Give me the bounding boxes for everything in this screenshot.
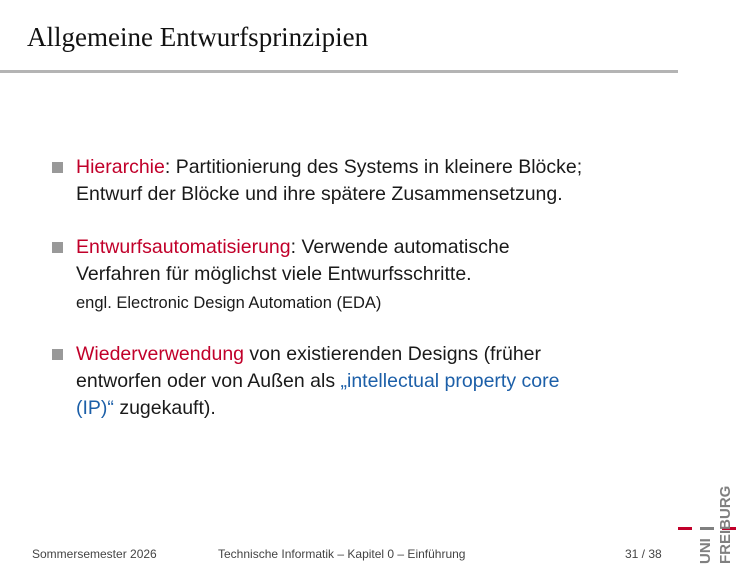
logo-text-freiburg: FREIBURG — [717, 485, 734, 564]
bullet-item-hierarchie — [52, 154, 692, 208]
bullet-line — [76, 234, 692, 261]
bullet-line — [76, 368, 692, 395]
bullet-line: Verfahren für möglichst viele Entwurfsschritte. — [76, 263, 472, 285]
term-wiederverwendung: Wiederverwendung — [76, 343, 245, 365]
bullet-line — [76, 154, 692, 181]
bullet-line: Entwurf der Blöcke und ihre spätere Zusammensetzung. — [76, 183, 563, 205]
bullet-text-rest: : Partitionierung des Systems in kleinere Blöcke; — [164, 156, 583, 178]
bullet-list — [52, 154, 692, 448]
slide-title: Allgemeine Entwurfsprinzipien — [27, 22, 369, 52]
uni-freiburg-logo — [676, 478, 756, 567]
square-bullet-icon — [52, 242, 63, 253]
bullet-text-rest: : Verwende automatische — [290, 236, 510, 258]
footer-page-number: 31 / 38 — [625, 547, 662, 561]
logo-red-bar-left — [678, 527, 692, 530]
bullet-text-part: entworfen oder von Außen als — [76, 370, 341, 392]
bullet-item-wiederverwendung — [52, 341, 692, 422]
term-hierarchie: Hierarchie — [76, 156, 165, 178]
bullet-item-entwurfsautomatisierung — [52, 234, 692, 315]
bullet-line — [76, 341, 692, 368]
ip-core-link-cont[interactable]: (IP)“ — [76, 397, 114, 419]
square-bullet-icon — [52, 349, 63, 360]
title-divider — [0, 70, 678, 73]
logo-gray-bar-middle — [700, 527, 714, 530]
ip-core-link[interactable]: „intellectual property core — [340, 370, 560, 392]
square-bullet-icon — [52, 162, 63, 173]
bullet-text-part: zugekauft). — [113, 397, 216, 419]
bullet-text-rest: von existierenden Designs (früher — [244, 343, 542, 365]
bullet-line — [76, 395, 692, 422]
logo-text-uni: UNI — [697, 538, 714, 564]
term-entwurfsautomatisierung: Entwurfsautomatisierung — [76, 236, 291, 258]
footer-course: Technische Informatik – Kapitel 0 – Einführung — [218, 547, 466, 561]
bullet-subnote: engl. Electronic Design Automation (EDA) — [76, 294, 382, 312]
footer-semester: Sommersemester 2026 — [32, 547, 157, 561]
